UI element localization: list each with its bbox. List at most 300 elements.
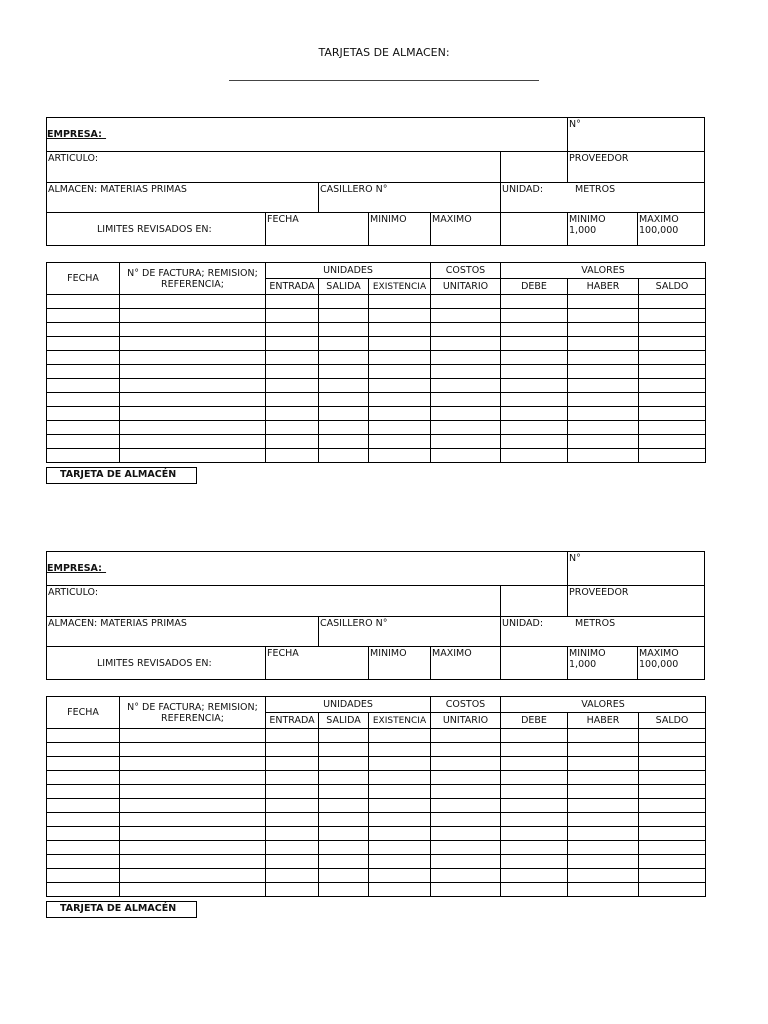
minimo-value-label: MINIMO [569, 648, 606, 659]
minimo-limite-label: MINIMO [370, 648, 407, 659]
table-cell[interactable] [319, 869, 369, 883]
table-cell[interactable] [120, 309, 266, 323]
minimo-value-label: MINIMO [569, 214, 606, 225]
table-cell[interactable] [431, 841, 501, 855]
almacen-label: ALMACEN: MATERIAS PRIMAS [48, 618, 187, 629]
table-cell[interactable] [47, 435, 120, 449]
table-cell[interactable] [369, 757, 431, 771]
table-cell[interactable] [501, 757, 568, 771]
table-cell[interactable] [501, 855, 568, 869]
table-cell[interactable] [120, 407, 266, 421]
table-cell[interactable] [369, 785, 431, 799]
card-footer-label: TARJETA DE ALMACÉN [46, 467, 197, 484]
table-cell[interactable] [501, 351, 568, 365]
limite-blank-cell[interactable] [500, 646, 568, 680]
table-cell[interactable] [266, 365, 319, 379]
table-row [47, 729, 706, 743]
table-cell[interactable] [47, 337, 120, 351]
table-cell[interactable] [568, 393, 639, 407]
maximo-value-label: MAXIMO [639, 214, 679, 225]
col-entrada: ENTRADA [266, 713, 319, 729]
table-cell[interactable] [369, 295, 431, 309]
table-cell[interactable] [369, 351, 431, 365]
minimo-value: 1,000 [569, 659, 597, 670]
table-cell[interactable] [431, 379, 501, 393]
table-cell[interactable] [639, 295, 706, 309]
table-cell[interactable] [266, 841, 319, 855]
table-cell[interactable] [266, 813, 319, 827]
table-cell[interactable] [319, 379, 369, 393]
table-cell[interactable] [120, 883, 266, 897]
table-cell[interactable] [431, 785, 501, 799]
table-cell[interactable] [568, 855, 639, 869]
table-cell[interactable] [501, 813, 568, 827]
table-cell[interactable] [319, 883, 369, 897]
minimo-value-cell [567, 646, 638, 680]
numero-cell[interactable] [567, 551, 705, 586]
table-cell[interactable] [431, 309, 501, 323]
table-cell[interactable] [47, 729, 120, 743]
table-cell[interactable] [568, 841, 639, 855]
table-cell[interactable] [120, 771, 266, 785]
table-cell[interactable] [639, 337, 706, 351]
table-cell[interactable] [319, 785, 369, 799]
table-row [47, 799, 706, 813]
casillero-label: CASILLERO N° [320, 184, 388, 195]
table-cell[interactable] [501, 827, 568, 841]
table-cell[interactable] [266, 323, 319, 337]
movements-table [46, 696, 706, 897]
table-cell[interactable] [639, 813, 706, 827]
table-cell[interactable] [369, 435, 431, 449]
table-cell[interactable] [431, 295, 501, 309]
table-cell[interactable] [431, 393, 501, 407]
table-cell[interactable] [47, 421, 120, 435]
table-cell[interactable] [319, 393, 369, 407]
table-cell[interactable] [568, 757, 639, 771]
table-cell[interactable] [120, 295, 266, 309]
table-cell[interactable] [266, 883, 319, 897]
limites-cell [46, 212, 266, 246]
table-cell[interactable] [639, 449, 706, 463]
table-cell[interactable] [47, 295, 120, 309]
table-cell[interactable] [639, 379, 706, 393]
table-cell[interactable] [431, 813, 501, 827]
col-unidades: UNIDADES [266, 263, 431, 279]
table-cell[interactable] [266, 785, 319, 799]
table-cell[interactable] [120, 827, 266, 841]
articulo-label: ARTICULO: [48, 587, 99, 598]
table-cell[interactable] [431, 421, 501, 435]
numero-label: N° [569, 119, 581, 130]
empresa-cell[interactable] [46, 117, 568, 152]
table-row [47, 379, 706, 393]
table-row [47, 883, 706, 897]
table-cell[interactable] [369, 799, 431, 813]
table-cell[interactable] [266, 337, 319, 351]
table-cell[interactable] [639, 407, 706, 421]
table-cell[interactable] [431, 743, 501, 757]
table-row [47, 435, 706, 449]
table-cell[interactable] [568, 295, 639, 309]
table-cell[interactable] [266, 855, 319, 869]
casillero-cell[interactable] [318, 182, 501, 213]
table-cell[interactable] [369, 771, 431, 785]
table-cell[interactable] [639, 869, 706, 883]
card-header [46, 117, 705, 247]
table-cell[interactable] [431, 883, 501, 897]
fecha-limite-cell[interactable] [265, 212, 369, 246]
table-cell[interactable] [501, 799, 568, 813]
table-cell[interactable] [568, 435, 639, 449]
table-cell[interactable] [501, 729, 568, 743]
table-cell[interactable] [266, 421, 319, 435]
table-cell[interactable] [319, 309, 369, 323]
table-cell[interactable] [47, 785, 120, 799]
table-row [47, 449, 706, 463]
table-cell[interactable] [266, 449, 319, 463]
table-cell[interactable] [431, 407, 501, 421]
minimo-limite-label: MINIMO [370, 214, 407, 225]
col-costos: COSTOS [431, 697, 501, 713]
table-cell[interactable] [120, 855, 266, 869]
table-cell[interactable] [568, 449, 639, 463]
table-cell[interactable] [568, 771, 639, 785]
table-row [47, 407, 706, 421]
table-row [47, 309, 706, 323]
table-cell[interactable] [47, 813, 120, 827]
table-cell[interactable] [431, 449, 501, 463]
document-title: TARJETAS DE ALMACEN: [318, 46, 450, 59]
table-cell[interactable] [369, 421, 431, 435]
empresa-label: EMPRESA: [47, 563, 102, 574]
table-cell[interactable] [431, 351, 501, 365]
table-cell[interactable] [266, 309, 319, 323]
maximo-limite-cell[interactable] [430, 646, 501, 680]
col-salida: SALIDA [319, 279, 369, 295]
table-cell[interactable] [266, 869, 319, 883]
col-haber: HABER [568, 279, 639, 295]
table-cell[interactable] [319, 813, 369, 827]
casillero-cell[interactable] [318, 616, 501, 647]
unidad-cell[interactable] [500, 182, 705, 213]
table-cell[interactable] [431, 729, 501, 743]
table-cell[interactable] [639, 743, 706, 757]
table-cell[interactable] [369, 407, 431, 421]
table-row [47, 785, 706, 799]
table-cell[interactable] [568, 379, 639, 393]
table-cell[interactable] [120, 351, 266, 365]
table-cell[interactable] [120, 435, 266, 449]
table-row [47, 323, 706, 337]
table-cell[interactable] [266, 351, 319, 365]
table-cell[interactable] [266, 771, 319, 785]
col-unidades: UNIDADES [266, 697, 431, 713]
table-cell[interactable] [431, 771, 501, 785]
table-cell[interactable] [431, 435, 501, 449]
table-cell[interactable] [120, 757, 266, 771]
table-cell[interactable] [568, 337, 639, 351]
table-cell[interactable] [639, 827, 706, 841]
maximo-limite-label: MAXIMO [432, 214, 472, 225]
almacen-cell[interactable] [46, 616, 319, 647]
table-cell[interactable] [47, 365, 120, 379]
table-cell[interactable] [369, 883, 431, 897]
proveedor-cell[interactable] [567, 151, 705, 183]
maximo-value: 100,000 [639, 659, 679, 670]
minimo-value: 1,000 [569, 225, 597, 236]
table-cell[interactable] [431, 827, 501, 841]
numero-cell[interactable] [567, 117, 705, 152]
table-cell[interactable] [369, 365, 431, 379]
table-cell[interactable] [47, 449, 120, 463]
table-cell[interactable] [501, 435, 568, 449]
articulo-cell[interactable] [46, 151, 501, 183]
proveedor-cell[interactable] [567, 585, 705, 617]
table-cell[interactable] [501, 365, 568, 379]
table-cell[interactable] [266, 295, 319, 309]
table-cell[interactable] [47, 393, 120, 407]
table-cell[interactable] [431, 855, 501, 869]
table-cell[interactable] [501, 337, 568, 351]
table-cell[interactable] [266, 799, 319, 813]
minimo-limite-cell[interactable] [368, 212, 431, 246]
table-cell[interactable] [501, 323, 568, 337]
table-cell[interactable] [369, 841, 431, 855]
table-cell[interactable] [639, 729, 706, 743]
table-cell[interactable] [501, 295, 568, 309]
table-cell[interactable] [120, 729, 266, 743]
col-fecha: FECHA [47, 697, 120, 729]
proveedor-label: PROVEEDOR [569, 587, 629, 598]
table-cell[interactable] [501, 449, 568, 463]
table-cell[interactable] [47, 841, 120, 855]
table-cell[interactable] [639, 771, 706, 785]
table-cell[interactable] [120, 365, 266, 379]
empresa-cell[interactable] [46, 551, 568, 586]
table-cell[interactable] [639, 883, 706, 897]
table-cell[interactable] [319, 771, 369, 785]
table-cell[interactable] [319, 337, 369, 351]
table-cell[interactable] [319, 729, 369, 743]
table-cell[interactable] [319, 351, 369, 365]
table-cell[interactable] [501, 883, 568, 897]
table-cell[interactable] [639, 365, 706, 379]
table-cell[interactable] [568, 799, 639, 813]
table-cell[interactable] [639, 785, 706, 799]
table-cell[interactable] [501, 841, 568, 855]
table-cell[interactable] [120, 449, 266, 463]
table-cell[interactable] [47, 323, 120, 337]
table-cell[interactable] [120, 785, 266, 799]
table-cell[interactable] [319, 365, 369, 379]
table-cell[interactable] [319, 757, 369, 771]
table-cell[interactable] [568, 351, 639, 365]
table-row [47, 827, 706, 841]
table-cell[interactable] [319, 743, 369, 757]
col-existencia: EXISTENCIA [369, 713, 431, 729]
col-entrada: ENTRADA [266, 279, 319, 295]
table-cell[interactable] [568, 785, 639, 799]
table-cell[interactable] [431, 337, 501, 351]
table-cell[interactable] [369, 743, 431, 757]
table-cell[interactable] [47, 799, 120, 813]
table-row [47, 351, 706, 365]
table-cell[interactable] [431, 365, 501, 379]
table-cell[interactable] [266, 827, 319, 841]
limite-blank-cell[interactable] [500, 212, 568, 246]
table-cell[interactable] [568, 407, 639, 421]
table-row [47, 743, 706, 757]
table-cell[interactable] [319, 323, 369, 337]
table-cell[interactable] [501, 309, 568, 323]
col-factura: N° DE FACTURA; REMISION; REFERENCIA; [120, 697, 266, 729]
maximo-value: 100,000 [639, 225, 679, 236]
table-row [47, 295, 706, 309]
table-cell[interactable] [369, 393, 431, 407]
table-cell[interactable] [266, 393, 319, 407]
col-haber: HABER [568, 713, 639, 729]
table-cell[interactable] [266, 729, 319, 743]
table-cell[interactable] [266, 743, 319, 757]
table-cell[interactable] [319, 421, 369, 435]
table-cell[interactable] [639, 757, 706, 771]
limites-label: LIMITES REVISADOS EN: [97, 224, 212, 235]
table-cell[interactable] [568, 309, 639, 323]
table-cell[interactable] [369, 729, 431, 743]
table-cell[interactable] [47, 771, 120, 785]
table-cell[interactable] [639, 435, 706, 449]
table-cell[interactable] [369, 309, 431, 323]
table-cell[interactable] [568, 729, 639, 743]
table-cell[interactable] [501, 771, 568, 785]
maximo-value-cell [637, 212, 705, 246]
table-cell[interactable] [319, 449, 369, 463]
table-cell[interactable] [431, 869, 501, 883]
table-cell[interactable] [47, 351, 120, 365]
table-cell[interactable] [568, 869, 639, 883]
table-cell[interactable] [501, 743, 568, 757]
table-cell[interactable] [568, 323, 639, 337]
col-factura: N° DE FACTURA; REMISION; REFERENCIA; [120, 263, 266, 295]
articulo-cell[interactable] [46, 585, 501, 617]
table-cell[interactable] [266, 379, 319, 393]
table-cell[interactable] [47, 827, 120, 841]
table-cell[interactable] [47, 869, 120, 883]
table-cell[interactable] [319, 407, 369, 421]
table-cell[interactable] [568, 827, 639, 841]
table-cell[interactable] [120, 743, 266, 757]
table-cell[interactable] [568, 421, 639, 435]
table-row [47, 421, 706, 435]
table-cell[interactable] [319, 841, 369, 855]
table-cell[interactable] [501, 379, 568, 393]
empresa-label: EMPRESA: [47, 129, 102, 140]
table-cell[interactable] [639, 309, 706, 323]
table-cell[interactable] [369, 323, 431, 337]
table-cell[interactable] [568, 813, 639, 827]
table-cell[interactable] [639, 351, 706, 365]
table-cell[interactable] [639, 393, 706, 407]
table-cell[interactable] [501, 869, 568, 883]
table-cell[interactable] [47, 855, 120, 869]
table-cell[interactable] [639, 855, 706, 869]
table-cell[interactable] [120, 337, 266, 351]
unidad-cell[interactable] [500, 616, 705, 647]
table-cell[interactable] [431, 799, 501, 813]
table-cell[interactable] [369, 449, 431, 463]
table-cell[interactable] [501, 421, 568, 435]
table-cell[interactable] [501, 393, 568, 407]
table-cell[interactable] [319, 435, 369, 449]
table-cell[interactable] [47, 309, 120, 323]
table-cell[interactable] [369, 813, 431, 827]
table-cell[interactable] [568, 883, 639, 897]
table-cell[interactable] [319, 295, 369, 309]
table-cell[interactable] [120, 841, 266, 855]
table-cell[interactable] [369, 855, 431, 869]
table-cell[interactable] [47, 743, 120, 757]
table-cell[interactable] [266, 757, 319, 771]
table-cell[interactable] [568, 743, 639, 757]
table-cell[interactable] [319, 799, 369, 813]
table-cell[interactable] [639, 841, 706, 855]
table-cell[interactable] [47, 407, 120, 421]
table-cell[interactable] [120, 813, 266, 827]
table-cell[interactable] [639, 799, 706, 813]
table-cell[interactable] [120, 379, 266, 393]
table-cell[interactable] [568, 365, 639, 379]
table-cell[interactable] [501, 407, 568, 421]
table-cell[interactable] [369, 869, 431, 883]
table-cell[interactable] [431, 323, 501, 337]
table-row [47, 393, 706, 407]
table-row [47, 841, 706, 855]
col-debe: DEBE [501, 279, 568, 295]
table-cell[interactable] [369, 337, 431, 351]
table-cell[interactable] [266, 407, 319, 421]
table-cell[interactable] [639, 323, 706, 337]
table-cell[interactable] [319, 855, 369, 869]
table-cell[interactable] [319, 827, 369, 841]
table-cell[interactable] [266, 435, 319, 449]
articulo-extra-cell[interactable] [500, 585, 568, 617]
articulo-label: ARTICULO: [48, 153, 99, 164]
maximo-value-label: MAXIMO [639, 648, 679, 659]
table-cell[interactable] [501, 785, 568, 799]
table-cell[interactable] [639, 421, 706, 435]
articulo-extra-cell[interactable] [500, 151, 568, 183]
col-costos: COSTOS [431, 263, 501, 279]
table-cell[interactable] [120, 323, 266, 337]
fecha-limite-cell[interactable] [265, 646, 369, 680]
table-cell[interactable] [120, 869, 266, 883]
table-cell[interactable] [47, 379, 120, 393]
almacen-cell[interactable] [46, 182, 319, 213]
table-cell[interactable] [47, 883, 120, 897]
table-cell[interactable] [369, 827, 431, 841]
table-cell[interactable] [369, 379, 431, 393]
table-cell[interactable] [120, 421, 266, 435]
unidad-label: UNIDAD: [502, 184, 544, 195]
table-row [47, 869, 706, 883]
table-cell[interactable] [120, 799, 266, 813]
table-cell[interactable] [120, 393, 266, 407]
minimo-limite-cell[interactable] [368, 646, 431, 680]
table-cell[interactable] [47, 757, 120, 771]
maximo-limite-cell[interactable] [430, 212, 501, 246]
table-cell[interactable] [431, 757, 501, 771]
